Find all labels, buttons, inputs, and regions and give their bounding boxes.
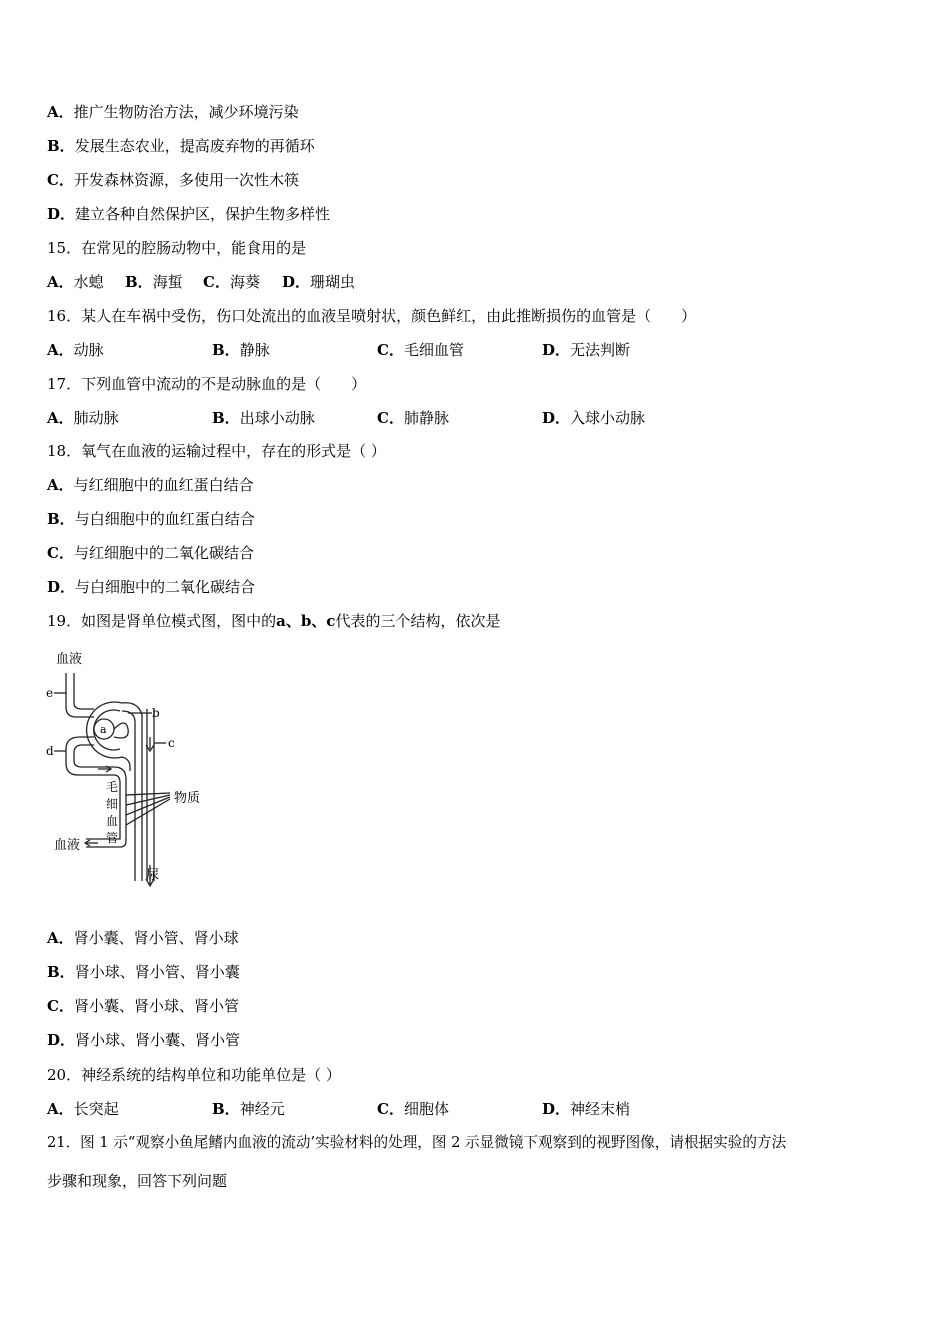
capsule-inner bbox=[94, 710, 120, 750]
option-text: 珊瑚虫 bbox=[310, 273, 356, 291]
option-text: 肾小球、肾小管、肾小囊 bbox=[74, 963, 240, 981]
option-letter: D． bbox=[47, 205, 76, 223]
q16-option-b bbox=[212, 340, 270, 360]
option-text: 动脉 bbox=[73, 341, 104, 359]
option-letter: D． bbox=[542, 409, 571, 427]
q15-option-b bbox=[125, 272, 183, 292]
afferent-arteriole bbox=[66, 673, 94, 717]
option-letter: B． bbox=[212, 1100, 240, 1118]
q17-option-a bbox=[47, 408, 119, 428]
label-blood-bottom: 血液 bbox=[54, 838, 81, 853]
option-letter: C． bbox=[377, 1100, 404, 1118]
q20-option-a bbox=[47, 1099, 119, 1119]
option-text: 肺静脉 bbox=[403, 409, 449, 427]
q14-option-d bbox=[47, 204, 330, 224]
option-text: 与白细胞中的血红蛋白结合 bbox=[74, 510, 255, 528]
option-letter: A． bbox=[47, 273, 74, 291]
glomerulus-loop bbox=[114, 723, 128, 738]
option-letter: A． bbox=[47, 1100, 74, 1118]
option-text: 推广生物防治方法，减少环境污染 bbox=[73, 103, 299, 121]
option-text: 与白细胞中的二氧化碳结合 bbox=[75, 578, 256, 596]
q20-options bbox=[47, 1099, 747, 1119]
q14-option-c bbox=[47, 170, 299, 190]
option-text: 发展生态农业，提高废弃物的再循环 bbox=[74, 137, 315, 155]
label-capillary-1: 毛 bbox=[106, 780, 119, 794]
option-text: 长突起 bbox=[73, 1100, 119, 1118]
stem-suffix: 代表的三个结构，依次是 bbox=[335, 612, 501, 630]
option-letter: A． bbox=[47, 103, 74, 121]
option-letter: D． bbox=[542, 341, 571, 359]
option-letter: A． bbox=[47, 476, 74, 494]
label-a: a bbox=[100, 723, 107, 736]
q15-option-c bbox=[203, 272, 260, 292]
q18-option-a bbox=[47, 475, 254, 495]
q17-options bbox=[47, 408, 747, 428]
tubule-wall bbox=[122, 757, 130, 771]
q16-stem: 16．某人在车祸中受伤，伤口处流出的血液呈喷射状，颜色鲜红，由此推断损伤的血管是（ ） bbox=[47, 307, 697, 325]
q18-option-c bbox=[47, 543, 254, 563]
q14-option-a bbox=[47, 102, 299, 122]
q17-option-b bbox=[212, 408, 315, 428]
label-substance: 物质 bbox=[174, 791, 201, 806]
option-letter: C． bbox=[377, 341, 404, 359]
q18-option-b bbox=[47, 509, 255, 529]
option-text: 开发森林资源，多使用一次性木筷 bbox=[73, 171, 299, 189]
nephron-svg bbox=[42, 645, 222, 890]
q19-option-b bbox=[47, 962, 240, 982]
option-letter: B． bbox=[125, 273, 153, 291]
q16-option-d bbox=[542, 340, 630, 360]
afferent-arteriole-inner bbox=[74, 673, 94, 709]
option-text: 与红细胞中的二氧化碳结合 bbox=[73, 544, 254, 562]
label-e: e bbox=[46, 686, 54, 700]
option-text: 海葵 bbox=[229, 273, 260, 291]
q16-options bbox=[47, 340, 747, 360]
option-letter: D． bbox=[47, 578, 76, 596]
option-letter: D． bbox=[542, 1100, 571, 1118]
option-text: 出球小动脉 bbox=[239, 409, 315, 427]
q18-stem: 18．氧气在血液的运输过程中，存在的形式是（ ） bbox=[47, 442, 386, 460]
option-text: 神经末梢 bbox=[570, 1100, 631, 1118]
q21-stem-line1: 21．图 1 示“观察小鱼尾鳍内血液的流动’实验材料的处理，图 2 示显微镜下观察到的视野图像，请根据实验的方法 bbox=[47, 1134, 787, 1151]
option-letter: C． bbox=[47, 171, 74, 189]
q20-option-c bbox=[377, 1099, 449, 1119]
option-text: 神经元 bbox=[239, 1100, 285, 1118]
option-text: 水螅 bbox=[73, 273, 104, 291]
nephron-diagram bbox=[42, 645, 222, 890]
option-text: 肺动脉 bbox=[73, 409, 119, 427]
q19-option-d bbox=[47, 1030, 240, 1050]
option-letter: C． bbox=[47, 544, 74, 562]
option-text: 入球小动脉 bbox=[570, 409, 646, 427]
q17-option-c bbox=[377, 408, 449, 428]
q20-option-b bbox=[212, 1099, 285, 1119]
q20-option-d bbox=[542, 1099, 630, 1119]
option-letter: D． bbox=[282, 273, 311, 291]
option-letter: B． bbox=[47, 963, 75, 981]
label-capillary-2: 细 bbox=[106, 797, 119, 811]
option-text: 与红细胞中的血红蛋白结合 bbox=[73, 476, 254, 494]
renal-tubule-outer bbox=[122, 703, 142, 881]
option-text: 细胞体 bbox=[403, 1100, 449, 1118]
q18-option-d bbox=[47, 577, 255, 597]
option-text: 肾小囊、肾小管、肾小球 bbox=[73, 929, 239, 947]
q16-option-c bbox=[377, 340, 464, 360]
option-letter: C． bbox=[203, 273, 230, 291]
label-b: b bbox=[152, 706, 160, 720]
label-blood-top: 血液 bbox=[56, 652, 83, 667]
q15-stem: 15．在常见的腔肠动物中，能食用的是 bbox=[47, 239, 307, 257]
option-text: 肾小囊、肾小球、肾小管 bbox=[73, 997, 239, 1015]
stem-vars: a、b、c bbox=[276, 612, 336, 630]
label-capillary-3: 血 bbox=[106, 814, 119, 828]
q17-stem: 17．下列血管中流动的不是动脉血的是（ ） bbox=[47, 375, 367, 393]
q15-options bbox=[47, 272, 447, 292]
label-c: c bbox=[168, 736, 175, 750]
option-text: 无法判断 bbox=[570, 341, 631, 359]
substance-arrow-1 bbox=[126, 793, 170, 795]
q20-stem: 20．神经系统的结构单位和功能单位是（ ） bbox=[47, 1066, 341, 1084]
q14-option-b bbox=[47, 136, 315, 156]
option-text: 毛细血管 bbox=[403, 341, 464, 359]
q19-stem bbox=[47, 611, 500, 631]
q16-option-a bbox=[47, 340, 104, 360]
option-letter: C． bbox=[377, 409, 404, 427]
option-letter: B． bbox=[212, 341, 240, 359]
option-text: 静脉 bbox=[239, 341, 270, 359]
q15-option-a bbox=[47, 272, 104, 292]
option-letter: C． bbox=[47, 997, 74, 1015]
q17-option-d bbox=[542, 408, 645, 428]
label-urine: 尿 bbox=[146, 868, 160, 883]
option-text: 建立各种自然保护区，保护生物多样性 bbox=[75, 205, 331, 223]
option-letter: A． bbox=[47, 409, 74, 427]
q19-option-c bbox=[47, 996, 239, 1016]
q19-option-a bbox=[47, 928, 239, 948]
q21-stem-line2: 步骤和现象，回答下列问题 bbox=[47, 1172, 228, 1190]
option-letter: B． bbox=[212, 409, 240, 427]
label-capillary-4: 管 bbox=[106, 831, 119, 845]
q15-option-d bbox=[282, 272, 355, 292]
option-text: 海蜇 bbox=[152, 273, 183, 291]
option-letter: D． bbox=[47, 1031, 76, 1049]
option-letter: A． bbox=[47, 341, 74, 359]
option-letter: B． bbox=[47, 137, 75, 155]
label-d: d bbox=[46, 744, 54, 758]
stem-prefix: 19．如图是肾单位模式图，图中的 bbox=[47, 612, 277, 630]
renal-tubule-inner bbox=[122, 711, 135, 881]
option-text: 肾小球、肾小囊、肾小管 bbox=[75, 1031, 241, 1049]
option-letter: B． bbox=[47, 510, 75, 528]
option-letter: A． bbox=[47, 929, 74, 947]
